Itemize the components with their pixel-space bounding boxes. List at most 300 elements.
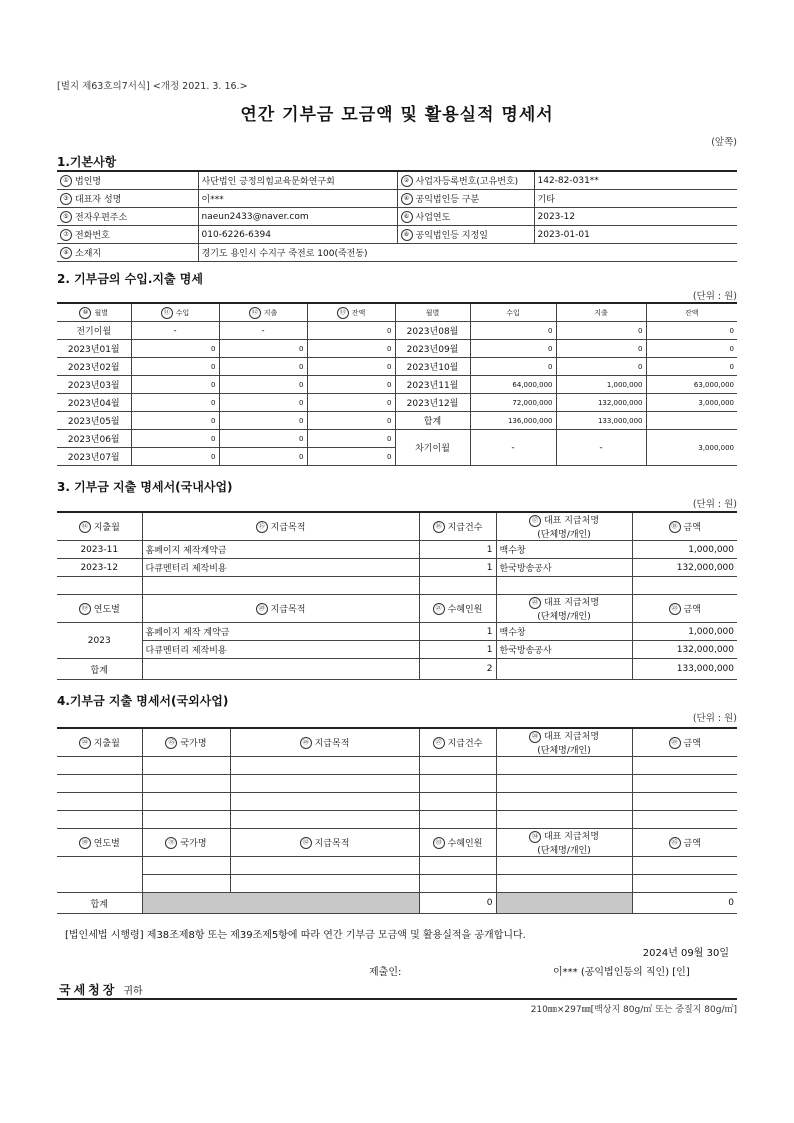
amount-cell-text: 132,000,000 (676, 562, 734, 573)
month-cell-text: 2023년04월 (67, 399, 120, 409)
month-cell-text: 전기이월 (76, 327, 112, 337)
income-cell (470, 376, 556, 394)
recipient (59, 981, 143, 998)
column-header (142, 829, 230, 857)
shaded-cell (496, 893, 632, 914)
month-cell-text: 2023년08월 (406, 327, 459, 337)
expense-row (57, 559, 737, 577)
column-header-text: 지급목적 (270, 604, 306, 615)
item-number-icon: ㉙ (669, 737, 681, 749)
month-cell (57, 322, 131, 340)
balance-cell (646, 358, 737, 376)
year-cell (57, 623, 142, 659)
table-cell (142, 875, 230, 893)
column-header (142, 595, 419, 623)
basic-value-text: 010-6226-6394 (201, 229, 271, 240)
month-cell (395, 394, 470, 412)
purpose-cell (142, 641, 419, 659)
income-cell (131, 412, 219, 430)
item-number-icon: ⑭ (79, 521, 91, 533)
income-cell-text: 0 (211, 344, 216, 353)
basic-label (397, 208, 534, 226)
balance-cell-text: 3,000,000 (698, 398, 734, 407)
bottom-rule (57, 998, 737, 1000)
basic-value-text: 경기도 용인시 수지구 죽전로 100(죽전동) (201, 249, 368, 259)
document-title: 연간 기부금 모금액 및 활용실적 명세서 (240, 105, 554, 125)
column-header (496, 728, 632, 757)
table-cell (419, 775, 496, 793)
balance-cell-text: 0 (387, 452, 392, 461)
income-cell (131, 340, 219, 358)
expense-cell-text: 0 (299, 434, 304, 443)
amount-cell (632, 559, 737, 577)
count-cell (419, 641, 496, 659)
income-cell-text: 0 (211, 398, 216, 407)
item-number-icon: ⑤ (60, 211, 72, 223)
basic-label-text: 전자우편주소 (75, 212, 128, 223)
table-cell (419, 757, 496, 775)
item-number-icon: ② (401, 175, 413, 187)
table-cell (496, 659, 632, 680)
total-count-text: 0 (486, 898, 493, 908)
column-header (57, 728, 142, 757)
column-header-text: 금액 (683, 604, 701, 615)
column-header (632, 829, 737, 857)
column-header (419, 728, 496, 757)
expense-cell-text: 0 (638, 362, 643, 371)
balance-cell-text: 0 (729, 362, 734, 371)
basic-label-text: 사업연도 (415, 212, 451, 223)
month-cell-text: 2023년10월 (406, 363, 459, 373)
income-cell (131, 358, 219, 376)
item-number-icon: ㉝ (433, 837, 445, 849)
column-header-text: 수혜인원 (447, 604, 483, 615)
table-cell (496, 875, 632, 893)
item-number-icon: ⑬ (337, 307, 349, 319)
month-cell (395, 358, 470, 376)
column-header-subtext: (단체명/개인) (537, 611, 591, 622)
purpose-cell-text: 홈페이지 제작계약금 (145, 546, 227, 556)
total-amount (632, 893, 737, 914)
expense-cell (219, 430, 307, 448)
income-row (57, 394, 737, 412)
basic-value (198, 190, 397, 208)
table-cell (57, 577, 142, 595)
item-number-icon: ⑪ (161, 307, 173, 319)
expense-cell-text: 0 (638, 344, 643, 353)
recipient-name: 국세청장 (59, 983, 118, 997)
expense-cell-text: 133,000,000 (597, 416, 643, 425)
total-amount (632, 659, 737, 680)
total-amount-text: 0 (728, 898, 734, 908)
expense-cell (219, 340, 307, 358)
month-cell (395, 340, 470, 358)
column-header-subtext: (단체명/개인) (537, 845, 591, 856)
total-row (57, 659, 737, 680)
column-header (470, 303, 556, 322)
expense-cell-text: 0 (299, 416, 304, 425)
balance-cell (307, 394, 395, 412)
expense-cell-text: 0 (638, 326, 643, 335)
basic-value-text: 2023-01-01 (537, 229, 590, 240)
item-number-icon: ㉒ (529, 597, 541, 609)
payee-cell-text: 한국방송공사 (499, 564, 552, 574)
expense-cell (219, 358, 307, 376)
income-expense-table (57, 302, 737, 466)
total-label-text: 합계 (90, 899, 108, 910)
basic-value (534, 171, 737, 190)
expense-cell (556, 376, 646, 394)
table-cell (419, 875, 496, 893)
month-cell-text: 2023년02월 (67, 363, 120, 373)
amount-cell-text: 132,000,000 (676, 644, 734, 655)
column-header (307, 303, 395, 322)
page-side-label: (앞쪽) (711, 137, 737, 148)
income-cell (470, 340, 556, 358)
column-header (230, 829, 419, 857)
expense-cell (219, 394, 307, 412)
section-basic-title: 1.기본사항 (57, 155, 117, 169)
column-header-text: 잔액 (684, 308, 699, 317)
basic-value (198, 208, 397, 226)
expense-cell-text: 0 (299, 398, 304, 407)
income-cell-text: - (173, 325, 177, 336)
column-header (219, 303, 307, 322)
column-header (496, 512, 632, 541)
carry-expense-cell-text: - (599, 442, 603, 453)
table-cell (230, 875, 419, 893)
month-cell-text: 합계 (423, 417, 442, 427)
basic-value-text: 기타 (537, 195, 555, 205)
column-header (556, 303, 646, 322)
table-cell (496, 857, 632, 875)
table-cell (57, 811, 142, 829)
balance-cell (646, 322, 737, 340)
form-number: [별지 제63호의7서식] <개정 2021. 3. 16.> (57, 81, 248, 92)
month-cell-text: 2023년03월 (67, 381, 120, 391)
year-cell-text: 2023 (87, 635, 111, 646)
table-cell (230, 857, 419, 875)
domestic-unit: (단위 : 원) (692, 499, 737, 510)
income-row (57, 430, 737, 448)
total-label-text: 합계 (90, 665, 108, 676)
income-cell-text: 0 (211, 362, 216, 371)
balance-cell (307, 448, 395, 466)
income-cell (470, 358, 556, 376)
count-cell-text: 1 (486, 644, 493, 655)
expense-cell (556, 322, 646, 340)
item-number-icon: ⑥ (401, 211, 413, 223)
column-header-text: 잔액 (351, 308, 366, 317)
column-header (419, 829, 496, 857)
balance-cell-text: 63,000,000 (693, 380, 734, 389)
column-header-text: 지출월 (93, 738, 120, 749)
table-cell (230, 775, 419, 793)
expense-cell-text: 0 (299, 344, 304, 353)
column-header-text: 금액 (683, 738, 701, 749)
item-number-icon: ㉖ (300, 737, 312, 749)
column-header-text: 수혜인원 (447, 838, 483, 849)
section-foreign-title: 4.기부금 지출 명세서(국외사업) (57, 694, 229, 708)
carry-balance-cell (646, 430, 737, 466)
payee-cell (496, 641, 632, 659)
table-cell (632, 875, 737, 893)
basic-value (534, 226, 737, 244)
column-header (646, 303, 737, 322)
submitter-label: 제출인: (369, 967, 402, 978)
column-header (395, 303, 470, 322)
table-cell (496, 577, 632, 595)
header-row (57, 595, 737, 623)
total-row (57, 893, 737, 914)
basic-value-text: 이*** (201, 195, 224, 205)
carry-expense-cell (556, 430, 646, 466)
purpose-cell-text: 다큐멘터리 제작비용 (145, 646, 227, 656)
total-count (419, 659, 496, 680)
basic-label-text: 소재지 (75, 248, 102, 259)
table-cell (57, 757, 142, 775)
column-header-text: 수입 (506, 308, 520, 317)
payee-cell-text: 한국방송공사 (499, 646, 552, 656)
table-cell (142, 857, 230, 875)
total-count-text: 2 (486, 664, 493, 674)
balance-cell-text: 0 (387, 380, 392, 389)
table-cell (632, 757, 737, 775)
payee-cell-text: 백수창 (499, 546, 526, 556)
month-cell (57, 541, 142, 559)
item-number-icon: ㉑ (433, 603, 445, 615)
carry-balance-cell-text: 3,000,000 (698, 443, 734, 452)
balance-cell (307, 376, 395, 394)
basic-label (57, 208, 198, 226)
item-number-icon: ⑱ (669, 521, 681, 533)
column-header (632, 512, 737, 541)
amount-cell (632, 541, 737, 559)
basic-row (57, 171, 737, 190)
table-cell (632, 857, 737, 875)
carry-income-cell (470, 430, 556, 466)
table-cell (142, 775, 230, 793)
basic-label (57, 244, 198, 262)
item-number-icon: ① (60, 175, 72, 187)
empty-row (57, 875, 737, 893)
month-cell (57, 340, 131, 358)
basic-label-text: 사업자등록번호(고유번호) (415, 176, 519, 187)
foreign-expense-table (57, 727, 737, 914)
legal-notice: [법인세법 시행령] 제38조제8항 또는 제39조제5항에 따라 연간 기부금 모금액 및 활용실적을 공개합니다. (65, 930, 526, 941)
basic-label (57, 226, 198, 244)
column-header-text: 월별 (94, 308, 109, 317)
column-header-subtext: (단체명/개인) (537, 529, 591, 540)
table-cell (419, 811, 496, 829)
column-header (419, 512, 496, 541)
basic-label (57, 171, 198, 190)
column-header (57, 512, 142, 541)
payee-cell (496, 623, 632, 641)
basic-label (397, 226, 534, 244)
income-cell (131, 448, 219, 466)
column-header-text: 연도별 (93, 604, 120, 615)
column-header (230, 728, 419, 757)
basic-label-text: 공익법인등 지정일 (415, 230, 488, 241)
column-header-text: 지출 (594, 308, 608, 317)
income-cell-text: 64,000,000 (512, 380, 553, 389)
balance-cell-text: 0 (729, 344, 734, 353)
balance-cell (646, 412, 737, 430)
column-header-text: 국가명 (180, 738, 207, 749)
expense-cell (556, 412, 646, 430)
month-cell (57, 430, 131, 448)
count-cell (419, 559, 496, 577)
count-cell-text: 1 (486, 626, 493, 637)
basic-value (198, 226, 397, 244)
purpose-cell (142, 559, 419, 577)
expense-cell (219, 322, 307, 340)
month-cell-text: 2023년01월 (67, 345, 120, 355)
item-number-icon: ㉛ (165, 837, 177, 849)
table-cell (496, 775, 632, 793)
basic-row (57, 226, 737, 244)
table-cell (142, 659, 419, 680)
count-cell-text: 1 (486, 562, 493, 573)
basic-value-text: 2023-12 (537, 211, 576, 222)
income-cell (470, 394, 556, 412)
column-header-text: 대표 지급처명 (543, 598, 600, 609)
income-row (57, 358, 737, 376)
balance-cell (307, 358, 395, 376)
balance-cell (307, 430, 395, 448)
section-domestic-title: 3. 기부금 지출 명세서(국내사업) (57, 480, 233, 494)
payee-cell (496, 541, 632, 559)
month-cell (57, 394, 131, 412)
recipient-suffix: 귀하 (123, 986, 143, 997)
expense-cell-text: 0 (299, 362, 304, 371)
amount-cell-text: 1,000,000 (688, 544, 734, 555)
expense-row (57, 541, 737, 559)
income-header-row (57, 303, 737, 322)
column-header-text: 금액 (683, 522, 701, 533)
table-cell (632, 793, 737, 811)
item-number-icon: ⑦ (60, 229, 72, 241)
basic-value (534, 190, 737, 208)
basic-value (198, 244, 737, 262)
income-cell-text: 0 (548, 326, 553, 335)
domestic-expense-table (57, 511, 737, 680)
carry-month-cell-text: 차기이월 (415, 444, 450, 454)
basic-label (397, 190, 534, 208)
expense-row (57, 641, 737, 659)
item-number-icon: ㉔ (79, 737, 91, 749)
column-header-text: 연도별 (93, 838, 120, 849)
column-header (496, 829, 632, 857)
balance-cell-text: 0 (387, 416, 392, 425)
balance-cell-text: 0 (387, 344, 392, 353)
month-cell (57, 412, 131, 430)
table-cell (419, 577, 496, 595)
column-header-text: 지급건수 (447, 522, 483, 533)
column-header (142, 728, 230, 757)
item-number-icon: ㉞ (529, 831, 541, 843)
item-number-icon: ㉕ (165, 737, 177, 749)
basic-value-text: 142-82-031** (537, 175, 599, 186)
item-number-icon: ㉜ (300, 837, 312, 849)
balance-cell (307, 340, 395, 358)
table-cell (57, 793, 142, 811)
balance-cell-text: 0 (387, 434, 392, 443)
purpose-cell-text: 홈페이지 제작 계약금 (145, 628, 230, 638)
shaded-cell (142, 893, 419, 914)
item-number-icon: ㉚ (79, 837, 91, 849)
count-cell-text: 1 (486, 544, 493, 555)
expense-cell (556, 358, 646, 376)
empty-row (57, 811, 737, 829)
carry-income-cell-text: - (511, 442, 515, 453)
item-number-icon: ⑩ (79, 307, 91, 319)
expense-cell (219, 376, 307, 394)
table-cell (632, 811, 737, 829)
month-cell-text: 2023년07월 (67, 453, 120, 463)
month-cell (57, 358, 131, 376)
column-header (419, 595, 496, 623)
income-cell (131, 376, 219, 394)
item-number-icon: ㉓ (669, 603, 681, 615)
income-cell-text: 0 (211, 416, 216, 425)
month-cell-text: 2023-12 (80, 562, 119, 573)
submitter-name: 이*** (공익법인등의 직인) [인] (553, 967, 690, 978)
table-cell (419, 793, 496, 811)
balance-cell-text: 0 (387, 326, 392, 335)
basic-info-table (57, 170, 737, 262)
income-row (57, 412, 737, 430)
balance-cell-text: 0 (729, 326, 734, 335)
income-row (57, 340, 737, 358)
income-cell-text: 0 (211, 452, 216, 461)
header-row (57, 829, 737, 857)
empty-row (57, 577, 737, 595)
amount-cell-text: 1,000,000 (688, 626, 734, 637)
column-header (496, 595, 632, 623)
expense-cell (219, 412, 307, 430)
submission-date: 2024년 09월 30일 (642, 948, 729, 959)
column-header-text: 국가명 (180, 838, 207, 849)
purpose-cell-text: 다큐멘터리 제작비용 (145, 564, 227, 574)
basic-value-text: 사단법인 긍정의힘교육문화연구회 (201, 177, 335, 187)
table-cell (142, 577, 419, 595)
basic-value-text: naeun2433@naver.com (201, 211, 309, 222)
balance-cell (646, 394, 737, 412)
total-count (419, 893, 496, 914)
count-cell (419, 541, 496, 559)
month-cell-text: 2023-11 (80, 544, 119, 555)
expense-cell (556, 394, 646, 412)
balance-cell (646, 340, 737, 358)
column-header-text: 지출 (263, 308, 278, 317)
table-cell (142, 811, 230, 829)
basic-row (57, 244, 737, 262)
expense-cell-text: 0 (299, 452, 304, 461)
column-header (57, 829, 142, 857)
table-cell (230, 757, 419, 775)
column-header (57, 303, 131, 322)
expense-cell-text: 1,000,000 (606, 380, 643, 389)
basic-label-text: 대표자 성명 (75, 194, 122, 205)
month-cell (57, 376, 131, 394)
income-cell-text: 0 (548, 344, 553, 353)
basic-label-text: 전화번호 (75, 230, 110, 241)
month-cell (395, 412, 470, 430)
basic-row (57, 190, 737, 208)
empty-row (57, 757, 737, 775)
